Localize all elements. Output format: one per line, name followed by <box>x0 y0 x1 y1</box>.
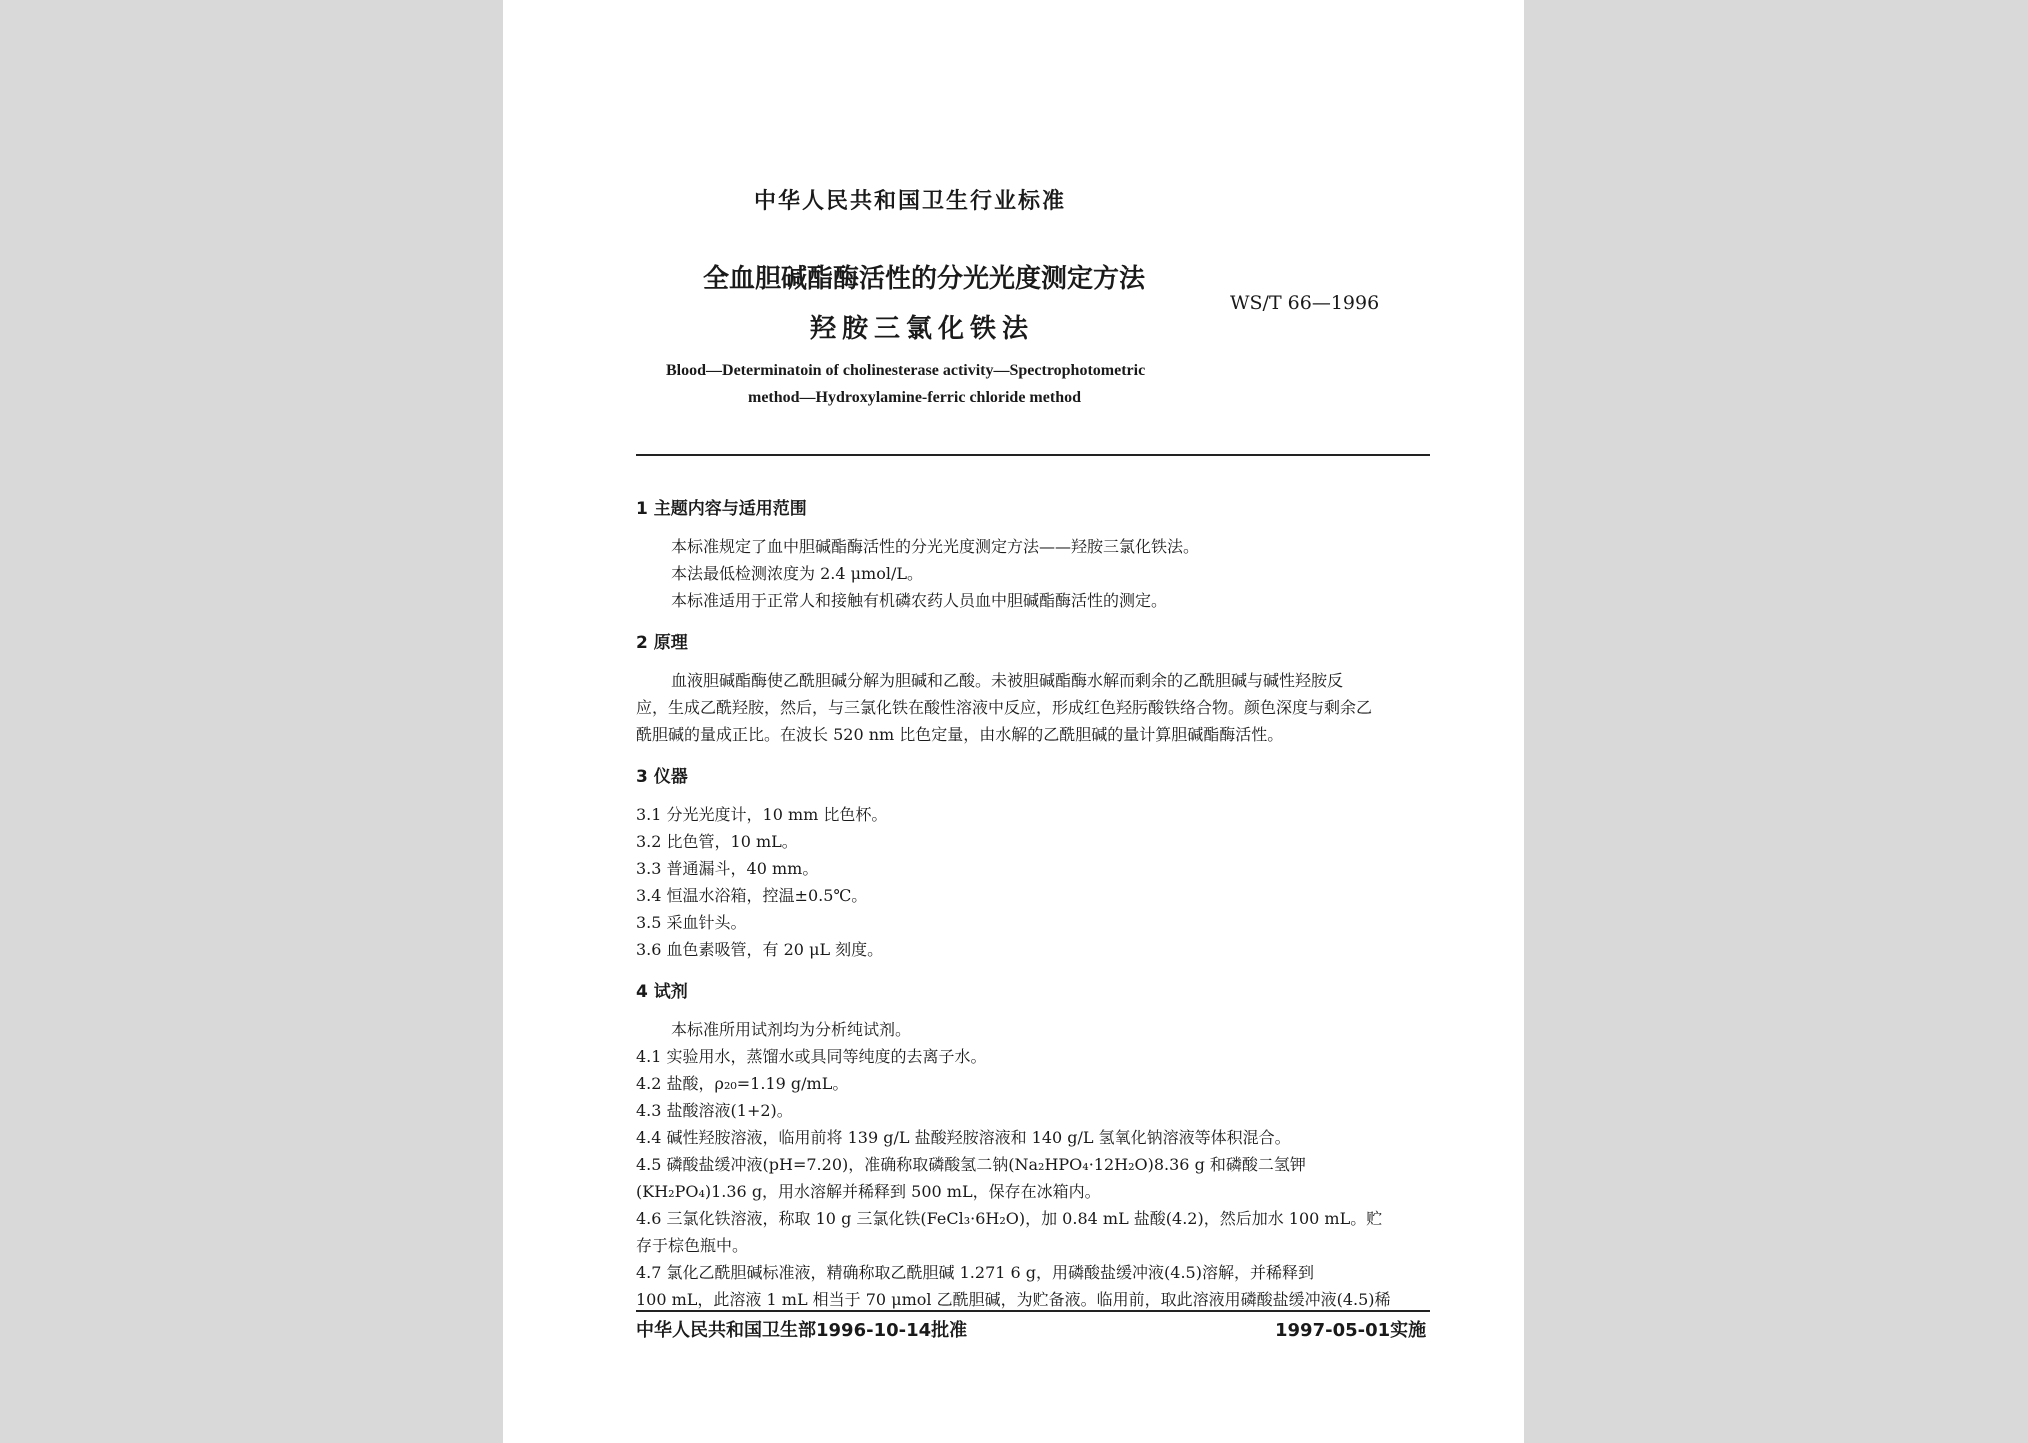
section-4-intro: 本标准所用试剂均为分析纯试剂。 <box>671 1020 912 1039</box>
section-4-line: 4.2 盐酸，ρ₂₀=1.19 g/mL。 <box>636 1074 849 1093</box>
section-3-item: 3.6 血色素吸管，有 20 μL 刻度。 <box>636 940 884 959</box>
title-line-2: 羟胺三氯化铁法 <box>810 314 1035 344</box>
section-4-line: 4.7 氯化乙酰胆碱标准液，精确称取乙酰胆碱 1.271 6 g，用磷酸盐缓冲液(4.5)溶解，并稀释到 <box>636 1263 1314 1282</box>
title-line-1: 全血胆碱酯酶活性的分光光度测定方法 <box>703 264 1146 294</box>
english-title-line-2: method—Hydroxylamine-ferric chloride method <box>748 389 1081 406</box>
section-3-item: 3.3 普通漏斗，40 mm。 <box>636 859 819 878</box>
section-4-line: 4.5 磷酸盐缓冲液(pH=7.20)，准确称取磷酸氢二钠(Na₂HPO₄·12H₂O)8.36 g 和磷酸二氢钾 <box>636 1155 1306 1174</box>
section-1-heading: 1 主题内容与适用范围 <box>636 499 807 519</box>
section-4-heading: 4 试剂 <box>636 982 688 1002</box>
section-2-line: 酰胆碱的量成正比。在波长 520 nm 比色定量，由水解的乙酰胆碱的量计算胆碱酯酶活性。 <box>636 725 1284 744</box>
standard-code: WS/T 66—1996 <box>1230 292 1380 314</box>
standard-body: 中华人民共和国卫生行业标准 <box>754 189 1067 214</box>
effective-date: 1997-05-01实施 <box>1275 1320 1427 1341</box>
section-4-line: 100 mL，此溶液 1 mL 相当于 70 μmol 乙酰胆碱，为贮备液。临用前，取此溶液用磷酸盐缓冲液(4.5)稀 <box>636 1290 1391 1309</box>
section-3-item: 3.2 比色管，10 mL。 <box>636 832 798 851</box>
section-3-item: 3.1 分光光度计，10 mm 比色杯。 <box>636 805 888 824</box>
english-title-line-1: Blood—Determinatoin of cholinesterase activity—Spectrophotometric <box>666 362 1146 379</box>
section-2-heading: 2 原理 <box>636 633 688 653</box>
section-1-line: 本标准规定了血中胆碱酯酶活性的分光光度测定方法——羟胺三氯化铁法。 <box>671 537 1200 556</box>
section-3-item: 3.4 恒温水浴箱，控温±0.5℃。 <box>636 886 868 905</box>
section-3-heading: 3 仪器 <box>636 767 688 787</box>
section-2-line: 血液胆碱酯酶使乙酰胆碱分解为胆碱和乙酸。未被胆碱酯酶水解而剩余的乙酰胆碱与碱性羟胺反 <box>671 671 1344 690</box>
section-4-line: 4.1 实验用水，蒸馏水或具同等纯度的去离子水。 <box>636 1047 987 1066</box>
section-2-line: 应，生成乙酰羟胺，然后，与三氯化铁在酸性溶液中反应，形成红色羟肟酸铁络合物。颜色深度与剩余乙 <box>636 698 1373 717</box>
header-divider <box>636 454 1430 456</box>
section-4-line: 4.4 碱性羟胺溶液，临用前将 139 g/L 盐酸羟胺溶液和 140 g/L 氢氧化钠溶液等体积混合。 <box>636 1128 1291 1147</box>
section-4-line: (KH₂PO₄)1.36 g，用水溶解并稀释到 500 mL，保存在冰箱内。 <box>636 1182 1101 1201</box>
section-1-line: 本法最低检测浓度为 2.4 μmol/L。 <box>671 564 923 583</box>
approval-date: 中华人民共和国卫生部1996-10-14批准 <box>636 1320 968 1341</box>
section-3-item: 3.5 采血针头。 <box>636 913 747 932</box>
section-4-line: 存于棕色瓶中。 <box>636 1236 749 1255</box>
section-1-line: 本标准适用于正常人和接触有机磷农药人员血中胆碱酯酶活性的测定。 <box>671 591 1168 610</box>
section-4-line: 4.3 盐酸溶液(1+2)。 <box>636 1101 793 1120</box>
footer-divider <box>636 1310 1430 1312</box>
section-4-line: 4.6 三氯化铁溶液，称取 10 g 三氯化铁(FeCl₃·6H₂O)，加 0.84 mL 盐酸(4.2)，然后加水 100 mL。贮 <box>636 1209 1383 1228</box>
